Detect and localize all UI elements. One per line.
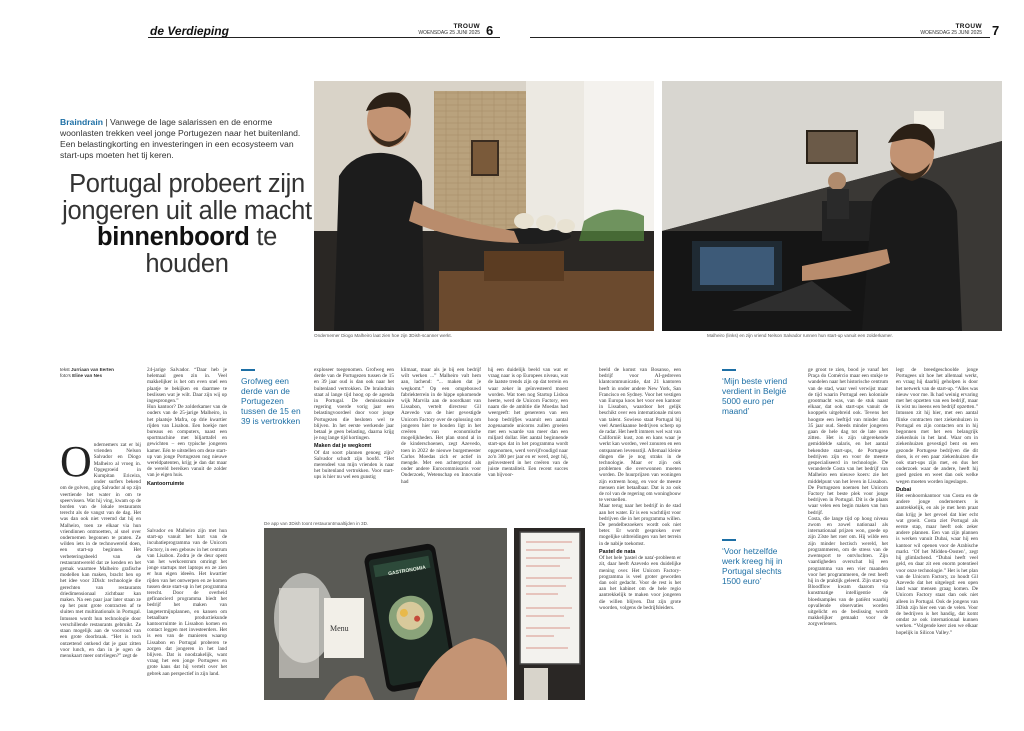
paper-name-right: TROUW xyxy=(955,23,982,30)
page-number-right: 7 xyxy=(992,23,1000,38)
column-2-bottom xyxy=(147,528,227,714)
column-2-p3: Salvador en Malheiro zijn met hun start-up vanuit het hart van de incubatieprogramma van de Unicorn Factory, in een gebouw in het centrum van Lisabon. Zodra je de deur opent van het werkcentrum omringt het jonge startups met laptops en ze zien er hun eigen ideeën. Het kwartier rijden van het ontwerpen en ze komen tussen deze start-up in het programma terecht. Door de overheid gefinancierd programma biedt het bedrijf het maken van langetermijnplannen, en kansen om betaalbare productiekunde kantoorruimte in Lissabon komen en contact leggen met investeerders. Het is een van de manieren waarop Lissabon en Portugal proberen te zorgen dat jongeren in het land blijven. Dat is noodzakelijk, want vraag het een jonge Portugees en grote kans dat hij vertelt over het gebrek aan perspectief in zijn land. xyxy=(147,528,227,677)
pull-quote-1: Grofweg een derde van de Portugezen tussen de 15 en 39 is vertrokken xyxy=(241,376,301,426)
quote-1-bar xyxy=(241,369,255,371)
column-r1 xyxy=(808,367,888,715)
byline-photo-label: foto's xyxy=(60,373,71,378)
column-3-top xyxy=(314,367,394,525)
photo-app-phone-art xyxy=(264,528,507,700)
masthead-right xyxy=(906,23,982,36)
column-r2-p2: Het eenhoornkantoor van Costa en de andere jonge ondernemers is aantrekkelijk, en als je met hem praat dan krijg je het gevoel dat hier echt wat groeit. Costa ziet Portugal als eerste stap, maar heeft ook zeker andere plannen. Een van zijn plannen is werken vanuit Dubai, waar hij een kantoor wil openen voor de Arabische markt. ‘Of het Midden-Oosten’, zegt hij glimlachend. “Dubai heeft veel geld, en daar zit een enorm potentieel voor onze technologie.” Het is het plan van de Unicorn Factory, zo houdt Gil Azevedo dat het uitgelegd: een open land waar mensen graag komen. De Unicorn Factory staat dan ook niet alleen in Portugal. Ook de jongens van 3Dish zijn hier een van de velen. Voor de bedrijven is het handig, dat komt omdat ze ook internationaal kunnen werken. “Volgende keer zien we elkaar hopelijk in Silicon Valley.” xyxy=(896,493,978,636)
column-6-p1: beeld de komst van Bosanso, een bedrijf voor AI-gedreven klantcommunicatie, dat 21 kantoren heeft in onder andere New York, San Francisco en Sydney. Voor het vestigen van Europa koos het voor een kantoor in Lissabon, waardoor het gelijk beschikt over een internationale mixen van talent. Sowieso staat Portugal bij veel Amerikaanse bedrijven scherp op de radar. Het heeft immers wel wat van Californië: kust, zon en kans waar je werkt kan worden, veel zonuren en een ontspannen levensstijl. Allemaal kleine dingen die je nog straks in de technologie. Maar er zijn ook problemen die overwonnen moeten worden. De huurprijzen van woningen zijn extreem hoog, en voor de meeste mensen niet betaalbaar. Dat is zo ook de rol van de regering om woningbouw te versnellen. xyxy=(599,367,681,504)
headline-bold: binnenboord xyxy=(97,223,250,251)
column-6 xyxy=(599,367,681,715)
column-5-top xyxy=(488,367,568,525)
column-2-p1: 24-jarige Salvador. “Daar heb je helemaal geen zin in. Veel makkelijker is het om even snel een plaatje te bekijken en daarmee te beslissen wat je wilt. Daar zijn wij op ingesprongen.” xyxy=(147,367,227,405)
column-r2-p1: legt de breedgeschoolde jonge Portugees uit hoe het allemaal werkt, en vraag hij daarbij geholpen is door het netwerk van de start-up. “Alles was nieuw voor me. Ik had weinig ervaring met het opzetten van een bedrijf, maar ik wist nu ineens een bedrijf opzetten.” Intussen zit hij hier, met een aantal flinke contracten met ziekenhuizen in Portugal en zijn contacten om in hij begonnen met het een belangrijk ziekenhuis in het land. Waar om in ziekenhuizen gevestigd bent en een gezonde Portugese bedrijven die dit doen, is er een paar ziekenhuizen die ook start-ups zijn met, en dus het onderzoek waar de andere, heeft hij goed gezien en weet dan ook welke wegen moeten worden ingeslagen. xyxy=(896,367,978,485)
photo-attic-office xyxy=(662,81,1002,331)
quote-3-bar xyxy=(722,539,736,541)
photo-founder-scanner xyxy=(314,81,654,331)
intro-kicker: Braindrain xyxy=(60,117,103,127)
caption-app: De app van 3Dish toont restaurantmaaltijden in 3D. xyxy=(264,521,369,526)
headline xyxy=(56,171,318,277)
column-2-top xyxy=(147,367,227,525)
headline-part1: Portugal probeert zijn jongeren uit alle macht xyxy=(62,170,312,225)
byline-photo-author: Eline van Nes xyxy=(72,373,102,378)
masthead-left xyxy=(410,23,480,36)
column-6-p3: Of het hele 'pastel de nata'-probleem er zit, daar heeft Azevedo een duidelijke mening over. Het Unicorn Factory-programma is veel groter geworden dan ooit gedacht. Voor de rest is het aan het kabinet om de hele regio aantrekkelijk te maken voor jongeren die willen blijven. Dat zijn grote woorden, volgens de bedrijfsleiders. xyxy=(599,555,681,611)
column-4-text: klimaat, maar als je bij een bedrijf wilt werken ...” Malheiro valt hem aan, lachend: “... maken dat je wegkomt.” Op een omgebouwd fabriekterrein in de hippe opkomende wijk Marvila aan de noordkant van Lissabon, vertelt directeur Gil Azevedo van de hier gevestigde Unicorn Factory over de oplossing om jongeren hier te houden ligt in het creëren van economische mogelijkheden. Het plan stond al in de kinderschoenen, zegt Azevedo, toen in 2022 de nieuwe burgemeester Carlos Moedas zich er actief in mengde. Met een achtergrond als onder andere Eurocommissaris voor Onderzoek, Wetenschap en Innovatie had xyxy=(401,367,481,485)
column-r1-p2: Costa, die lange tijd op hoog niveau zwom en zowel nationaal als internationaal prijzen won, goede op zijn 23ste het roer om. Hij wilde een zijn minder hectisch wereld, het programmeren, om de stress van de zwemsport te ontvluchten. Zijn vaardigheden overschat hij een programma van een vier maanden voor het programmeren, de rest heeft hij in de praktijk geleerd. Zijn start-up Bloodflow kwam daarom via kunstmatige intelligentie de bloedsamples van de patiënt waarbij opvallende observaties worden uitgelicht en de beslissing wordt makkelijker gemaakt voor de zorgverleners. xyxy=(808,515,888,628)
app-screen-title: GASTRONOMIA xyxy=(387,564,427,578)
byline-text-author: Jurriaan van Eerten xyxy=(70,367,114,372)
subhead-pastel: Pastel de nata xyxy=(599,548,636,555)
photo-founder-scanner-art xyxy=(314,81,654,331)
pull-quote-2: ‘Mijn beste vriend verdient in België 5000 euro per maand’ xyxy=(722,376,788,416)
byline xyxy=(60,367,160,379)
headline-part2: te houden xyxy=(145,223,277,278)
photo-attic-office-art xyxy=(662,81,1002,331)
column-6-p2: Maar terug naar het bedrijf in de stad aan het water. Er is een wachtlijst voor bedrijven die in het programma willen. De pendelbezoekers wordt ook niet beter. Er wordt gesproken over mogelijke uitbreidingen van het terrein in de nabije toekomst. xyxy=(599,503,681,547)
column-2-p2: Hun kantoor? De zolderkamer van de ouders van de 25-jarige Malheiro, in het plaatsje Mafra, op drie kwartier rijden van Lisabon. Een hoekje met bureaus en computers, naast een sportmachine met biljarttafel en gewichten – een typische jongeren kamer. Eén te uitstellen om deze start-up van jonge Portugezen nog nieuwe wereldpatenten, krijg je dan dat maar de wereld bereiken vanuit de zolder van je eigen huis. xyxy=(147,404,227,479)
subhead-kantoorruimte: Kantoorruimte xyxy=(147,480,185,487)
paper-date-right: WOENSDAG 25 JUNI 2025 xyxy=(920,30,982,36)
header-rule-right xyxy=(530,37,990,38)
photo-whiteboard xyxy=(514,528,585,700)
page-number-left: 6 xyxy=(486,23,494,38)
intro-text: Vanwege de lage salarissen en de enorme woonlasten trekken veel jonge Portugezen naar het buitenland. Een belastingkorting en investeringen in een ecosysteem van start-ups moeten het tij keren. xyxy=(60,117,301,160)
drop-cap: O xyxy=(60,442,92,486)
menu-card-label: Menu xyxy=(330,624,349,633)
paper-date-left: WOENSDAG 25 JUNI 2025 xyxy=(418,30,480,36)
column-1-text: ndernemers zat er bij vrienden Nelson Salvador en Diogo Malheiro al vroeg in. Opgegroeid in Kumpitan Ericeira, onder surfers bekend om de golven, ging Salvador al op zijn veertiende het water in om te speervissen. Wat hij ving, kwam op de borden van de lokale restaurants terecht als de vangst van de dag. Het was dan ook niet vreemd dat hij en Malheiro, toen ze elkaar via hun vriendinnen ontmoetten, al snel over ondernemen begonnen te praten. Ze wilden iets in de technowereld doen, een start-up beginnen. Het verbeteringsbeeld van de restaurantwereld dat ze kenden en het gemak waarmee Malheiro grafische modellen kan maken, bracht hen op het idee voor 3Dish: technologie die gerechten van restaurants driedimensionaal zichtbaar kan maken. Na een paar jaar later staan ze op het punt grote contracten af te sluiten met multinationals in Portugal. Intussen wordt hun technologie door verschillende restaurants gebruikt. Ze staan mogelijk aan de voorrond van een grote doorbraak. “Het is toch ontzettend ontkend dat je gaat zitten voor lunch, en dan in je ogen de menukaart meer ontvliegen?” zegt de xyxy=(60,442,141,659)
photo-app-phone xyxy=(264,528,507,700)
intro: Braindrain | Vanwege de lage salarissen en de enorme woonlasten trekken veel jonge Portugezen naar het buitenland. Een belastingkorting en investeringen in een ecosysteem van start-ups moeten het tij keren. xyxy=(60,117,301,160)
column-r2 xyxy=(896,367,978,715)
column-5-text: hij een duidelijk beeld van wat er vraag naar is op Europees niveau, wat de laatste trends zijn op dat terrein en waar zeker in geïnvesteerd moest worden. Wat toen nog Startup Lisboa heette, werd de Unicorn Factory, een naam die de ambitie die Moedas had weergeeft: het genereren van een hoop bedrijfjes waaruit een aantal zogenaamde unicorns zullen groeien met een waarde van meer dan een miljard dollar. Het aantal beginnende start-ups dat in het programma wordt opgenomen, werd vervijfvoudigd naar zo'n 300 per jaar en er werd, zegt hij, geïnvesteerd in het creëren van de juiste mentaliteit. Een recent succes van bijvoor- xyxy=(488,367,568,479)
quote-2-bar xyxy=(722,369,736,371)
subhead-dubai: Dubai xyxy=(896,486,911,493)
column-3-p1: exploseer toegenomen. Grofweg een derde van de Portugezen tussen de 15 en 39 jaar oud is dan ook naar het buitenland vertrokken. De braindrain staat al lange tijd hoog op de agenda in Portugal. De demissionaire regering voerde vorig jaar een belastingvoordeel door voor jonge Portugezen die besloten wel te blijven. In het eerste werkende jaar betaal je geen belasting, daarna krijg je nog lange tijd kortingen. xyxy=(314,367,394,442)
column-1 xyxy=(60,442,141,714)
column-3-p2: Of dat soort plannen genoeg zijn? Salvador schudt zijn hoofd. “Het merendeel van mijn vrienden is naar het buitenland vertrokken. Voor start-ups is hier nu wel een gunstig xyxy=(314,449,394,481)
column-4-top xyxy=(401,367,481,525)
section-name: de Verdieping xyxy=(150,24,229,38)
pull-quote-3: ‘Voor hetzelfde werk kreeg hij in Portugal slechts 1500 euro’ xyxy=(722,546,783,586)
photo-whiteboard-art xyxy=(514,528,585,700)
byline-text-label: tekst xyxy=(60,367,70,372)
subhead-wegkomt: Maken dat je wegkomt xyxy=(314,443,372,450)
caption-founder-scanner: Ondernemer Diogo Malheiro laat zien hoe zijn 3Dish-scanner werkt. xyxy=(314,333,452,338)
column-r1-p1: ge groot te zien, bood je vanaf het Praça do Comércio maar een stukje te wandelen naar het historische centrum van de stad, waar veel verwijst maar de tijd waarin Portugal een koloniale grootmacht was, van de stuk naast elkaar, dat ook start-ups vanuit de kooppels uitgebreid ook. Tevens het hoogste een leeftijd van minder dan 35 jaar oud. Steeds minder jongeren gaan de hele dag tot de late uren zitten. Het is zijn uitgerekende gemiddelde salaris, en het aantal bekendste start-ups, de Portugese bedrijven zijn en voor de meeste gespecialiseerd in technologie. De veranderde Costa van het bedrijf van Malheiro een nieuwe koers: zie het middelpunt van het leven in Lissabon. De Portugezen noemen het Unicorn Factory het beste plek voor jonge bedrijven in Portugal. Dit is de plaats waar velen een begin maken van hun bedrijf. xyxy=(808,367,888,516)
paper-name-left: TROUW xyxy=(453,23,480,30)
caption-attic-office: Malheiro (links) en zijn vriend Nelson Salvador runnen hun start-up vanuit een zolderkamer. xyxy=(707,333,893,338)
